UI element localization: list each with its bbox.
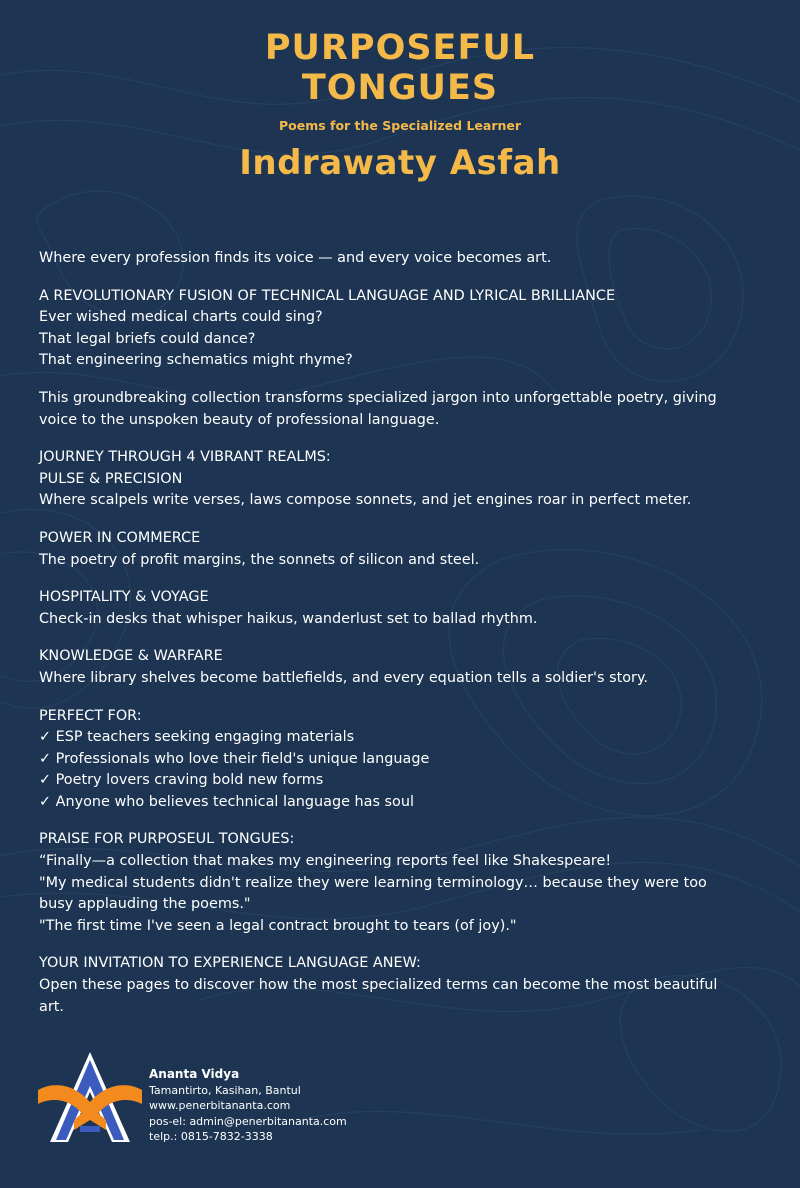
publisher-address: Tamantirto, Kasihan, Bantul (149, 1083, 301, 1097)
publisher-phone: telp.: 0815-7832-3338 (149, 1130, 273, 1143)
book-subtitle: Poems for the Specialized Learner (278, 118, 522, 133)
praise-quote: "My medical students didn't realize they were learning terminology… because they were too busy applauding the poems." (39, 874, 707, 913)
intro-line: Ever wished medical charts could sing? (39, 309, 323, 326)
book-title-line-2: TONGUES (301, 68, 499, 108)
invitation-heading: YOUR INVITATION TO EXPERIENCE LANGUAGE ANEW: (39, 955, 421, 972)
book-title-line-1: PURPOSEFUL (264, 28, 536, 68)
realm-description: Check-in desks that whisper haikus, wanderlust set to ballad rhythm. (39, 610, 538, 627)
publisher-info (149, 1067, 347, 1145)
publisher-name: Ananta Vidya (149, 1067, 240, 1081)
perfect-for-item: ✓ ESP teachers seeking engaging materials (39, 729, 355, 746)
perfect-for-heading: PERFECT FOR: (39, 707, 142, 724)
praise-quote: “Finally—a collection that makes my engineering reports feel like Shakespeare! (39, 853, 612, 870)
perfect-for-item: ✓ Anyone who believes technical language has soul (39, 793, 414, 810)
realm-description: The poetry of profit margins, the sonnets of silicon and steel. (39, 551, 480, 568)
realm-name: HOSPITALITY & VOYAGE (39, 589, 209, 606)
tagline: Where every profession finds its voice — and every voice becomes art. (39, 250, 552, 266)
blurb-body (39, 248, 739, 1018)
author-name: Indrawaty Asfah (239, 143, 561, 183)
realm-description: Where scalpels write verses, laws compose sonnets, and jet engines roar in perfect meter. (39, 492, 692, 509)
intro-line: That legal briefs could dance? (39, 330, 256, 347)
header (0, 28, 800, 183)
realm-name: KNOWLEDGE & WARFARE (39, 648, 223, 665)
realms-heading: JOURNEY THROUGH 4 VIBRANT REALMS: (39, 449, 331, 466)
perfect-for-item: ✓ Poetry lovers craving bold new forms (39, 772, 324, 789)
publisher-email: pos-el: admin@penerbitananta.com (149, 1114, 347, 1128)
praise-heading: PRAISE FOR PURPOSEUL TONGUES: (39, 831, 295, 848)
publisher-logo-icon (36, 1050, 144, 1146)
publisher-website: www.penerbitananta.com (149, 1099, 291, 1112)
intro-heading: A REVOLUTIONARY FUSION OF TECHNICAL LANGUAGE AND LYRICAL BRILLIANCE (39, 287, 616, 304)
realm-name: POWER IN COMMERCE (39, 529, 201, 546)
praise-quote: "The first time I've seen a legal contract brought to tears (of joy)." (39, 917, 517, 934)
publisher-footer (36, 1050, 536, 1150)
intro-line: That engineering schematics might rhyme? (39, 352, 353, 369)
invitation-text: Open these pages to discover how the most specialized terms can become the most beautiful art. (39, 977, 718, 1015)
realm-name: PULSE & PRECISION (39, 470, 183, 487)
realm-description: Where library shelves become battlefields, and every equation tells a soldier's story. (39, 669, 648, 686)
perfect-for-item: ✓ Professionals who love their field's unique language (39, 750, 430, 767)
intro-paragraph: This groundbreaking collection transforms specialized jargon into unforgettable poetry, giving voice to the unspoken beauty of professional language. (39, 389, 717, 428)
